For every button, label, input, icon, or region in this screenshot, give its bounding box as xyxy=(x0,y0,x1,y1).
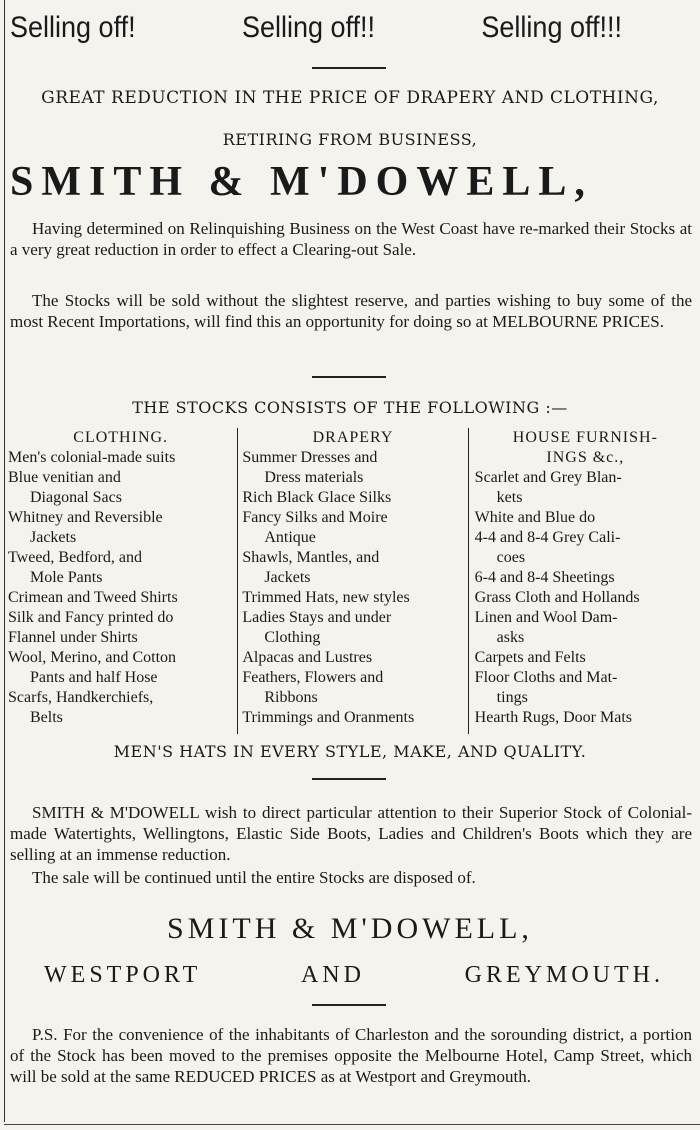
stock-item xyxy=(8,628,233,648)
stock-item xyxy=(242,508,463,548)
stock-item-continuation: Diagonal Sacs xyxy=(30,489,122,506)
stock-item-continuation: tings xyxy=(496,689,528,706)
stock-item-text: Floor Cloths and Mat- xyxy=(474,669,618,686)
stock-item-continuation: Pants and half Hose xyxy=(30,669,158,686)
column-items xyxy=(475,468,696,728)
stock-item-text: Fancy Silks and Moire xyxy=(242,509,388,526)
ps-paragraph-text: P.S. For the convenience of the inhabitants of Charleston and the sorounding district, a portion of the Stock has been moved to the premises opposite the Melbourne Hotel, Camp Street, which will be sold at the same REDUCED PRICES as at Westport and Greymouth. xyxy=(10,1025,692,1086)
stock-item xyxy=(475,528,696,568)
stock-item xyxy=(475,608,696,648)
stock-item xyxy=(8,648,233,688)
intro-paragraph-2 xyxy=(10,290,692,356)
intro-paragraph-2-text: The Stocks will be sold without the slightest reserve, and parties wishing to buy some of the most Recent Importations, will find this an opportunity for doing so at MELBOURNE PRICES. xyxy=(10,291,692,331)
stock-item xyxy=(242,588,463,608)
column-heading: CLOTHING. xyxy=(73,429,169,446)
town-and: AND xyxy=(300,962,365,988)
stock-item-text: Trimmed Hats, new styles xyxy=(242,589,410,606)
stock-item-text: Wool, Merino, and Cotton xyxy=(8,649,177,666)
divider-rule xyxy=(312,1004,386,1006)
stock-item xyxy=(242,608,463,648)
stock-item xyxy=(475,668,696,708)
stock-item xyxy=(475,508,696,528)
stock-item-text: Summer Dresses and xyxy=(242,449,378,466)
stock-item-continuation: kets xyxy=(496,489,523,506)
drapery-column xyxy=(238,428,468,734)
stock-item-continuation: Dress materials xyxy=(264,469,364,486)
stock-item-text: Shawls, Mantles, and xyxy=(242,549,380,566)
headline-part-2: Selling off!! xyxy=(241,11,376,44)
stock-item-text: Men's colonial-made suits xyxy=(8,449,176,466)
stock-item xyxy=(8,548,233,588)
stock-item-text: Linen and Wool Dam- xyxy=(474,609,618,626)
intro-paragraph-1 xyxy=(10,218,692,284)
stock-item xyxy=(8,688,233,728)
boots-paragraph-text: SMITH & M'DOWELL wish to direct particular attention to their Superior Stock of Colonial-made Watertights, Wellingtons, Elastic Side Boots, Ladies and Children's Boots which they are selling at an immense reduction. xyxy=(10,803,692,864)
stock-item-text: Grass Cloth and Hollands xyxy=(474,589,640,606)
town-westport: WESTPORT xyxy=(44,962,202,988)
firm-name-headline: SMITH & M'DOWELL, xyxy=(10,159,593,205)
stock-item xyxy=(242,488,463,508)
stock-item-continuation: Antique xyxy=(264,529,316,546)
stock-item xyxy=(8,588,233,608)
town-greymouth: GREYMOUTH. xyxy=(464,962,664,988)
column-heading: DRAPERY xyxy=(312,429,394,446)
stock-item xyxy=(242,548,463,588)
stock-item-text: 6-4 and 8-4 Sheetings xyxy=(474,569,615,586)
sale-continued-text: The sale will be continued until the entire Stocks are disposed of. xyxy=(32,868,476,887)
stock-item-continuation: asks xyxy=(496,629,525,646)
stock-columns xyxy=(8,428,696,734)
ps-paragraph xyxy=(10,1024,692,1114)
stock-item-text: Rich Black Glace Silks xyxy=(242,489,392,506)
headline-part-1: Selling off! xyxy=(10,11,136,44)
stock-item-text: Whitney and Reversible xyxy=(8,509,163,526)
stock-item-continuation: Mole Pants xyxy=(30,569,103,586)
stock-item-text: White and Blue do xyxy=(474,509,596,526)
column-heading: HOUSE FURNISH- xyxy=(512,429,658,446)
boots-paragraph xyxy=(10,802,692,890)
stock-item xyxy=(8,448,233,468)
stock-item-continuation: Ribbons xyxy=(264,689,318,706)
stock-item xyxy=(8,508,233,548)
stock-item xyxy=(475,568,696,588)
stock-item xyxy=(475,588,696,608)
house-furnishings-column xyxy=(469,428,696,734)
stock-item-text: Tweed, Bedford, and xyxy=(8,549,142,566)
left-border-rule xyxy=(4,0,5,1122)
divider-rule xyxy=(312,376,386,378)
stock-item xyxy=(242,668,463,708)
stock-item-text: Blue venitian and xyxy=(8,469,121,486)
stock-item xyxy=(8,468,233,508)
stock-item-text: Silk and Fancy printed do xyxy=(8,609,174,626)
firm-name-footer: SMITH & M'DOWELL, xyxy=(167,912,533,945)
stock-item-continuation: coes xyxy=(496,549,526,566)
stock-item-continuation: Clothing xyxy=(264,629,321,646)
stock-item xyxy=(242,648,463,668)
stock-item xyxy=(475,468,696,508)
stock-item-text: Trimmings and Oranments xyxy=(242,709,415,726)
stock-item-text: 4-4 and 8-4 Grey Cali- xyxy=(474,529,621,546)
stock-item-continuation: Belts xyxy=(30,709,63,726)
bottom-border-rule xyxy=(4,1124,700,1125)
stock-item-text: Hearth Rugs, Door Mats xyxy=(474,709,632,726)
stock-item-text: Flannel under Shirts xyxy=(8,629,138,646)
stocks-heading: THE STOCKS CONSISTS OF THE FOLLOWING :— xyxy=(132,398,568,417)
stock-item xyxy=(8,608,233,628)
stock-item-text: Alpacas and Lustres xyxy=(242,649,373,666)
column-items xyxy=(8,448,233,728)
headline xyxy=(10,4,622,52)
reduction-line: GREAT REDUCTION IN THE PRICE OF DRAPERY AND CLOTHING, xyxy=(41,88,659,108)
stock-item-text: Feathers, Flowers and xyxy=(242,669,384,686)
town-line xyxy=(44,962,664,989)
retiring-line: RETIRING FROM BUSINESS, xyxy=(222,130,478,149)
stock-item xyxy=(242,708,463,728)
stock-item-text: Scarfs, Handkerchiefs, xyxy=(8,689,154,706)
stock-item-continuation: Jackets xyxy=(264,569,311,586)
stock-item-continuation: Jackets xyxy=(30,529,77,546)
stock-item-text: Carpets and Felts xyxy=(474,649,586,666)
stock-item xyxy=(475,708,696,728)
divider-rule xyxy=(312,67,386,69)
hats-line: MEN'S HATS IN EVERY STYLE, MAKE, AND QUALITY. xyxy=(113,742,587,761)
clothing-column xyxy=(8,428,238,734)
stock-item-text: Crimean and Tweed Shirts xyxy=(8,589,178,606)
column-items xyxy=(242,448,463,728)
stock-item xyxy=(242,448,463,488)
stock-item-text: Ladies Stays and under xyxy=(242,609,392,626)
stock-item xyxy=(475,648,696,668)
stock-item-text: Scarlet and Grey Blan- xyxy=(474,469,622,486)
intro-paragraph-1-text: Having determined on Relinquishing Business on the West Coast have re-marked their Stocks at a very great reduction in order to effect a Clearing-out Sale. xyxy=(10,219,692,259)
column-heading-continued: INGS &c., xyxy=(546,449,625,466)
headline-part-3: Selling off!!! xyxy=(481,11,622,44)
divider-rule xyxy=(312,778,386,780)
